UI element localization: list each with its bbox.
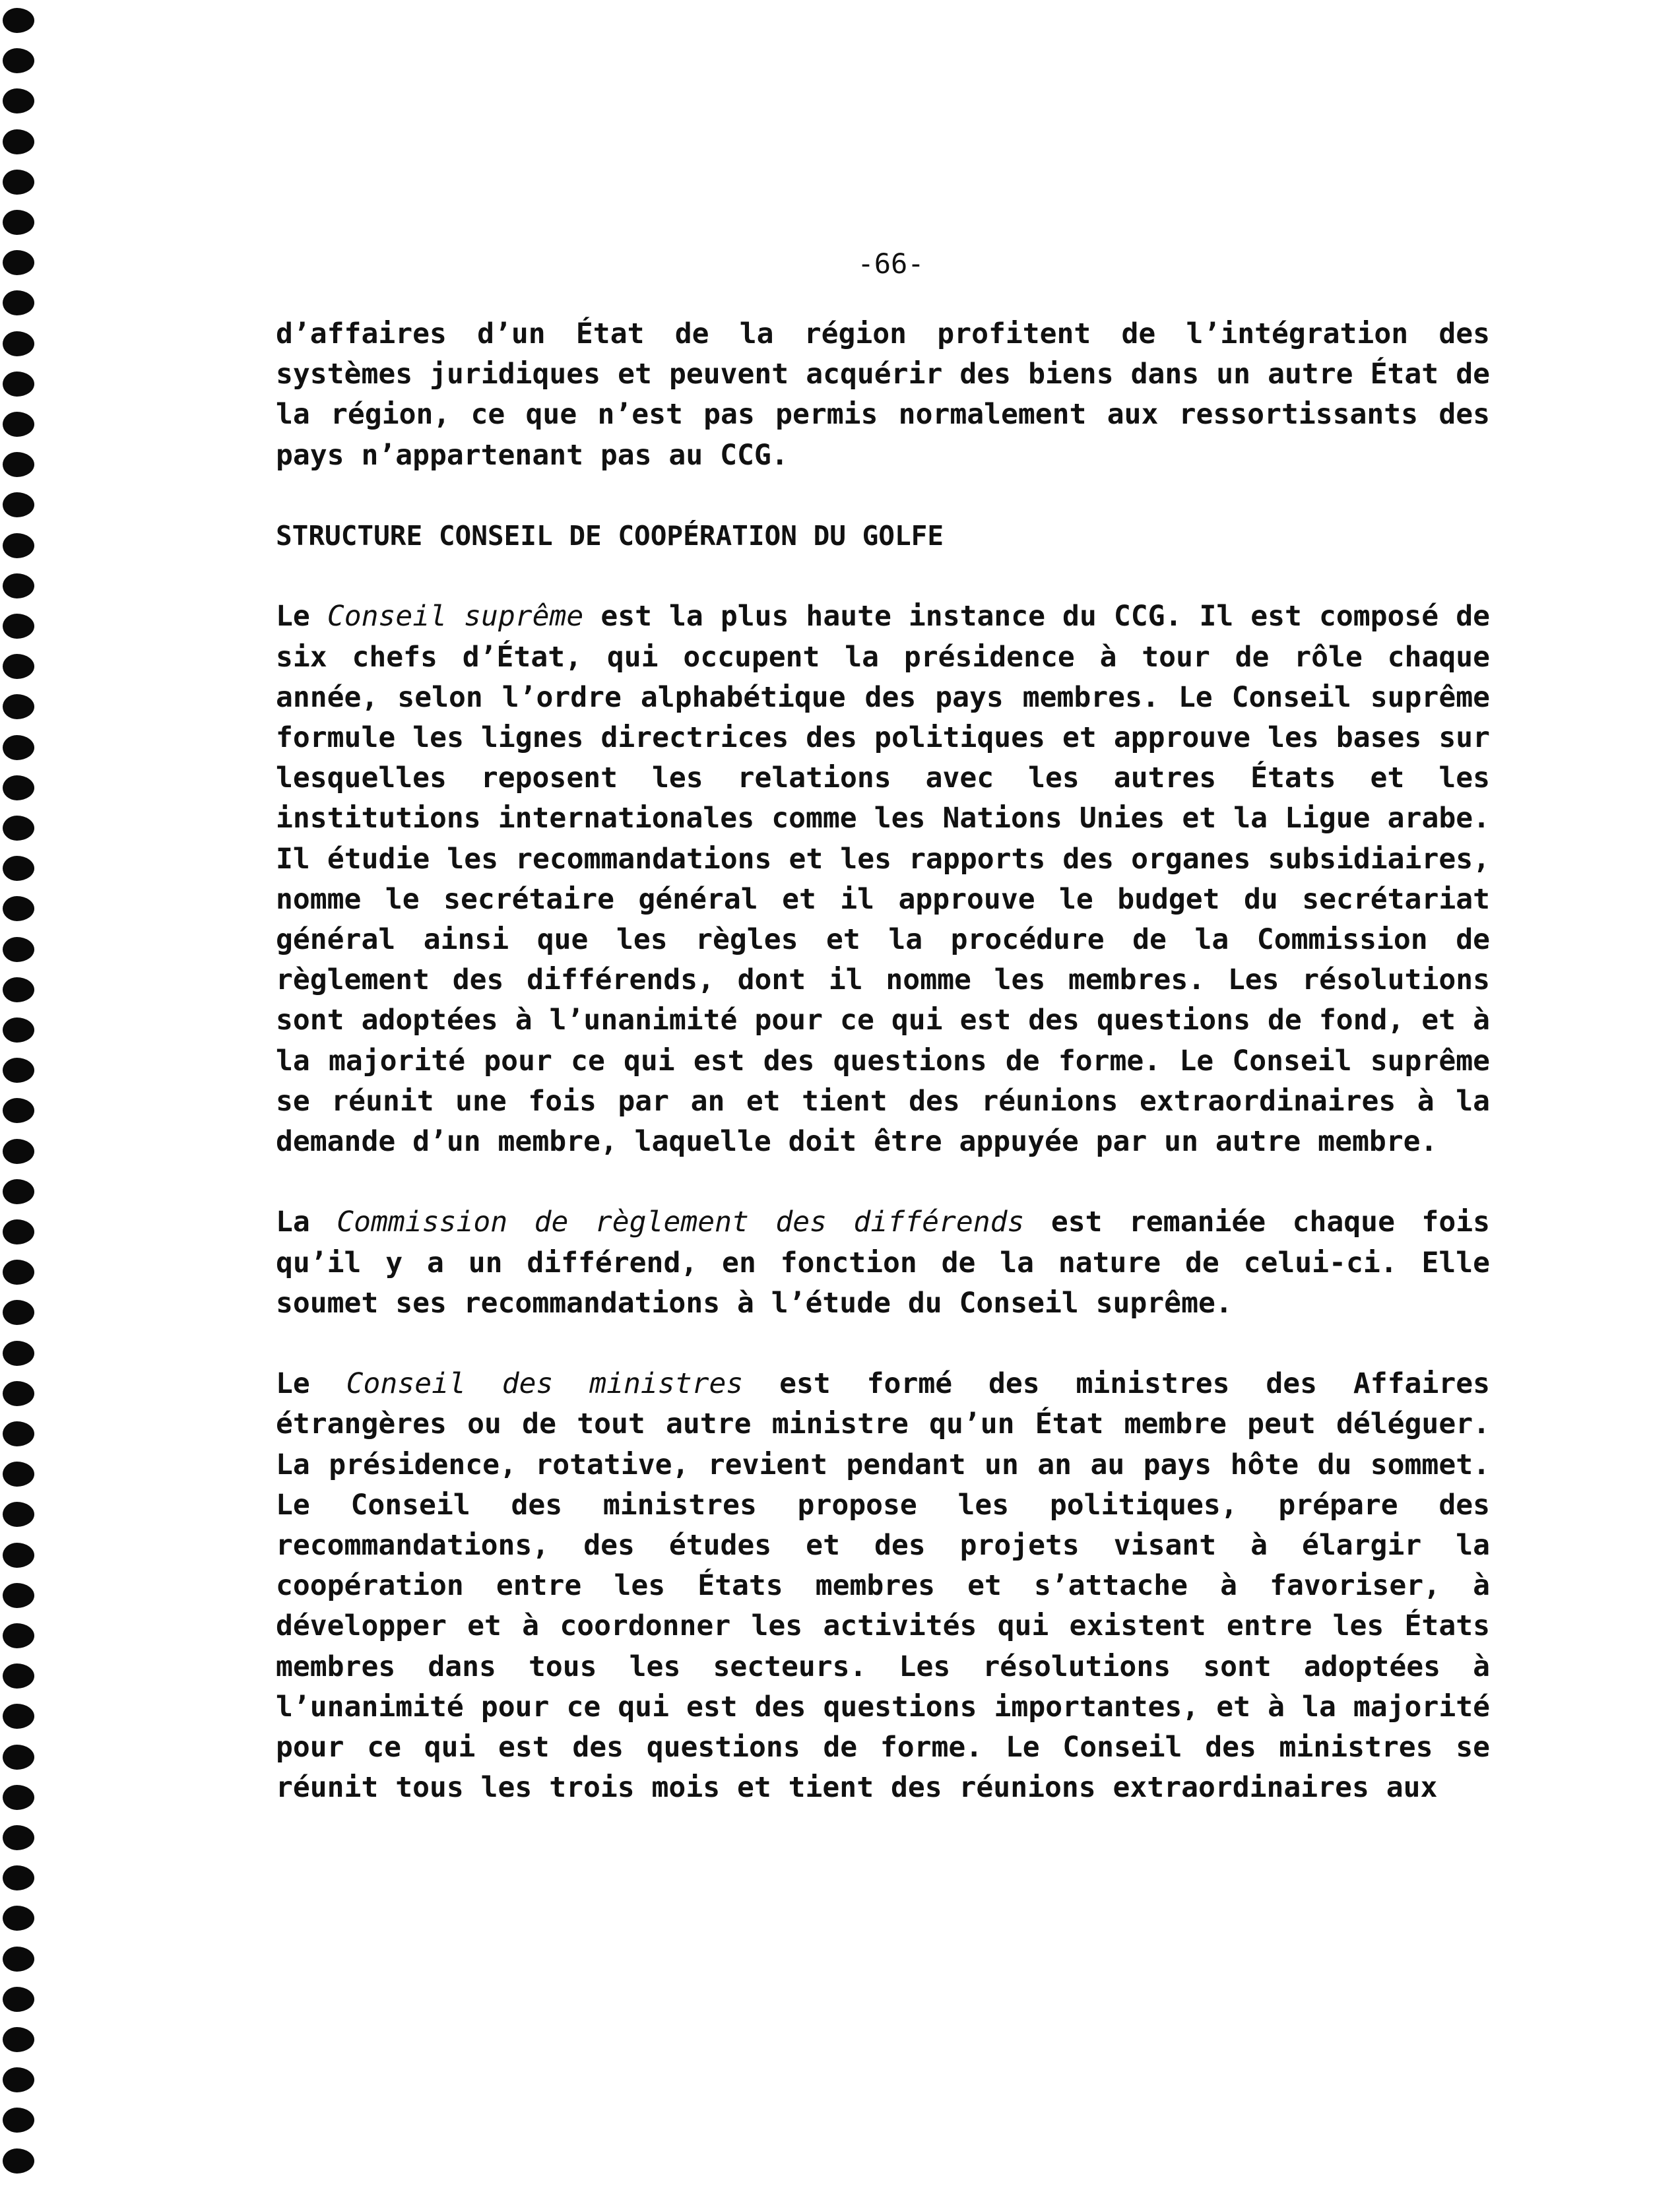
binding-hole (3, 1583, 34, 1608)
binding-hole (3, 129, 34, 154)
binding-hole (3, 856, 34, 881)
binding-hole (3, 1421, 34, 1446)
binding-hole (3, 1865, 34, 1890)
binding-hole (3, 816, 34, 841)
binding-hole (3, 2067, 34, 2092)
binding-hole (3, 250, 34, 275)
binding-hole (3, 1745, 34, 1770)
binding-holes (0, 0, 53, 2194)
binding-hole (3, 1543, 34, 1568)
page-number: -66- (857, 247, 924, 280)
binding-hole (3, 977, 34, 1002)
term-conseil-ministres: Conseil des ministres (346, 1367, 744, 1401)
binding-hole (3, 1260, 34, 1285)
binding-hole (3, 1219, 34, 1244)
binding-hole (3, 290, 34, 315)
binding-hole (3, 694, 34, 719)
binding-hole (3, 1947, 34, 1972)
binding-hole (3, 1462, 34, 1487)
binding-hole (3, 48, 34, 73)
binding-hole (3, 1825, 34, 1850)
binding-hole (3, 1785, 34, 1810)
binding-hole (3, 1906, 34, 1931)
term-commission: Commission de règlement des différends (337, 1206, 1025, 1239)
binding-hole (3, 775, 34, 800)
paragraph-conseil-supreme (276, 597, 1490, 1162)
binding-hole (3, 614, 34, 639)
binding-hole (3, 1179, 34, 1204)
document-body (276, 314, 1490, 1849)
binding-hole (3, 452, 34, 477)
binding-hole (3, 573, 34, 598)
paragraph-lead: La (276, 1206, 337, 1239)
binding-hole (3, 533, 34, 558)
binding-hole (3, 1704, 34, 1729)
binding-hole (3, 1017, 34, 1043)
binding-hole (3, 492, 34, 517)
binding-hole (3, 654, 34, 679)
paragraph-commission (276, 1202, 1490, 1324)
binding-hole (3, 1300, 34, 1325)
binding-hole (3, 210, 34, 235)
binding-hole (3, 937, 34, 962)
binding-hole (3, 2148, 34, 2174)
term-conseil-supreme: Conseil suprême (327, 600, 584, 633)
paragraph-text: est remaniée chaque fois qu’il y a un différend, en fonction de la nature de celui-ci. Elle soumet ses recommandations à l’étude du Conseil suprême. (276, 1206, 1490, 1320)
binding-hole (3, 1381, 34, 1406)
binding-hole (3, 371, 34, 397)
binding-hole (3, 1663, 34, 1689)
binding-hole (3, 896, 34, 921)
binding-hole (3, 88, 34, 113)
binding-hole (3, 2108, 34, 2133)
binding-hole (3, 1623, 34, 1648)
paragraph-text: est la plus haute instance du CCG. Il est composé de six chefs d’État, qui occupent la présidence à tour de rôle chaque année, selon l’ordre alphabétique des pays membres. Le Conseil suprême formule les lignes directrices des politiques et approuve les bases sur lesquelles reposent les relations avec les autres États et les institutions internationales comme les Nations Unies et la Ligue arabe. Il étudie les recommandations et les rapports des organes subsidiaires, nomme le secrétaire général et il approuve le budget du secrétariat général ainsi que les règles et la procédure de la Commission de règlement des différends, dont il nomme les membres. Les résolutions sont adoptées à l’unanimité pour ce qui est des questions de fond, et à la majorité pour ce qui est des questions de forme. Le Conseil suprême se réunit une fois par an et tient des réunions extraordinaires à la demande d’un membre, laquelle doit être appuyée par un autre membre. (276, 600, 1490, 1159)
binding-hole (3, 1098, 34, 1123)
paragraph-lead: Le (276, 1367, 346, 1401)
binding-hole (3, 412, 34, 437)
paragraph-lead: Le (276, 600, 327, 633)
binding-hole (3, 735, 34, 760)
binding-hole (3, 8, 34, 33)
paragraph-intro: d’affaires d’un État de la région profitent de l’intégration des systèmes juridiques et peuvent acquérir des biens dans un autre État de la région, ce que n’est pas permis normalement aux ressortissants des pays n’appartenant pas au CCG. (276, 317, 1490, 472)
binding-hole (3, 331, 34, 356)
binding-hole (3, 2027, 34, 2052)
paragraph-conseil-ministres (276, 1364, 1490, 1808)
paragraph-text: est formé des ministres des Affaires étrangères ou de tout autre ministre qu’un État membre peut déléguer. La présidence, rotative, revient pendant un an au pays hôte du sommet. Le Conseil des ministres propose les politiques, prépare des recommandations, des études et des projets visant à élargir la coopération entre les États membres et s’attache à favoriser, à développer et à coordonner les activités qui existent entre les États membres dans tous les secteurs. Les résolutions sont adoptées à l’unanimité pour ce qui est des questions importantes, et à la majorité pour ce qui est des questions de forme. Le Conseil des ministres se réunit tous les trois mois et tient des réunions extraordinaires aux (276, 1367, 1490, 1805)
binding-hole (3, 1502, 34, 1527)
binding-hole (3, 170, 34, 195)
section-heading: STRUCTURE CONSEIL DE COOPÉRATION DU GOLFE (276, 520, 944, 552)
binding-hole (3, 1139, 34, 1164)
binding-hole (3, 1058, 34, 1083)
binding-hole (3, 1987, 34, 2012)
binding-hole (3, 1341, 34, 1366)
